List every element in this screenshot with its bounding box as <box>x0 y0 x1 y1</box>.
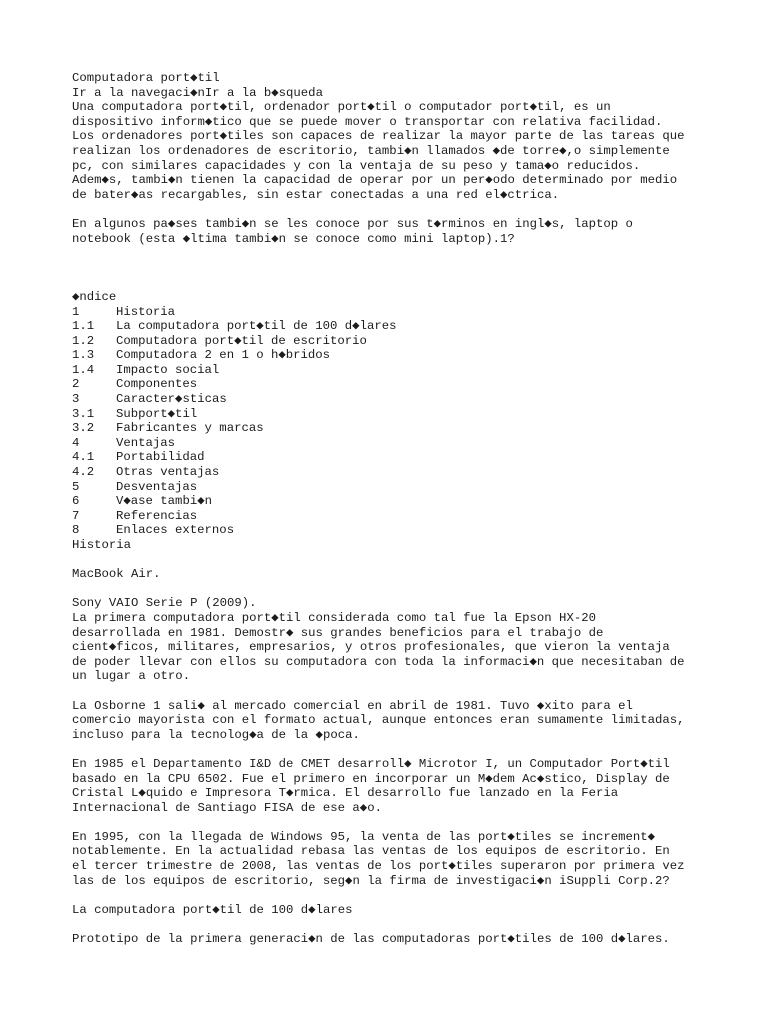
toc-number: 6 <box>72 494 80 509</box>
text-line: notablemente. En la actualidad rebasa las ventas de los equipos de escritorio. En <box>72 844 670 859</box>
spacer <box>72 742 762 757</box>
toc-label: Fabricantes y marcas <box>116 421 264 436</box>
text-line: notebook (esta ◆ltima tambi◆n se conoce como mini laptop).1? <box>72 231 515 246</box>
text-line: cient◆ficos, militares, empresarios, y otros profesionales, que vieron la ventaja <box>72 640 670 655</box>
toc-item[interactable] <box>72 465 762 480</box>
toc-item[interactable] <box>72 480 762 495</box>
toc-label: Referencias <box>116 508 198 523</box>
toc-label: Computadora port◆til de escritorio <box>116 333 367 348</box>
toc-number: 3 <box>72 392 80 407</box>
toc-label: Enlaces externos <box>116 523 235 538</box>
toc-number: 1.1 <box>72 319 95 334</box>
toc-label: Componentes <box>116 377 198 392</box>
text-line: incluso para la tecnolog◆a de la ◆poca. <box>72 727 360 742</box>
toc-number: 1.3 <box>72 348 95 363</box>
toc-number: 3.2 <box>72 421 95 436</box>
toc-item[interactable] <box>72 407 762 422</box>
toc-number: 1.4 <box>72 362 95 377</box>
toc-item[interactable] <box>72 509 762 524</box>
toc-item[interactable] <box>72 392 762 407</box>
alias-paragraph <box>72 217 762 246</box>
history-paragraph-4 <box>72 830 762 888</box>
text-line: las de los equipos de escritorio, seg◆n la firma de investigaci◆n iSuppli Corp.2? <box>72 873 670 888</box>
toc-number: 4 <box>72 435 80 450</box>
toc-item[interactable] <box>72 450 762 465</box>
toc-number: 7 <box>72 508 80 523</box>
toc-number: 4.1 <box>72 450 95 465</box>
toc-label: La computadora port◆til de 100 d◆lares <box>116 319 397 334</box>
spacer <box>72 246 762 261</box>
toc-number: 1 <box>72 304 80 319</box>
toc-label: V◆ase tambi◆n <box>116 494 212 509</box>
document-title: Computadora port◆til <box>72 71 220 85</box>
toc-item[interactable] <box>72 421 762 436</box>
text-line: La Osborne 1 sali◆ al mercado comercial en abril de 1981. Tuvo ◆xito para el <box>72 698 633 713</box>
toc-item[interactable] <box>72 348 762 363</box>
toc-label: Historia <box>116 304 176 319</box>
toc-item[interactable] <box>72 494 762 509</box>
image-caption: MacBook Air. <box>72 567 161 582</box>
toc-label: Subport◆til <box>116 406 198 421</box>
spacer <box>72 917 762 932</box>
spacer <box>72 684 762 699</box>
toc-label: Impacto social <box>116 362 220 377</box>
image-caption: Sony VAIO Serie P (2009). <box>72 596 257 611</box>
toc-title: ◆ndice <box>72 289 117 304</box>
text-line: dispositivo inform◆tico que se puede mover o transportar con relativa facilidad. <box>72 114 663 129</box>
text-line: desarrollada en 1981. Demostr◆ sus grandes beneficios para el trabajo de <box>72 625 604 640</box>
toc-number: 8 <box>72 523 80 538</box>
toc-number: 1.2 <box>72 333 95 348</box>
toc-item[interactable] <box>72 334 762 349</box>
subsection-heading: La computadora port◆til de 100 d◆lares <box>72 902 353 917</box>
toc-item[interactable] <box>72 436 762 451</box>
toc-label: Desventajas <box>116 479 198 494</box>
text-line: de bater◆as recargables, sin estar conectadas a una red el◆ctrica. <box>72 187 560 202</box>
spacer <box>72 888 762 903</box>
spacer <box>72 275 762 290</box>
document-page <box>72 71 762 947</box>
spacer <box>72 815 762 830</box>
text-line: pc, con similares capacidades y con la ventaja de su peso y tama◆o reducidos. <box>72 158 641 173</box>
toc-number: 2 <box>72 377 80 392</box>
text-line: realizan los ordenadores de escritorio, tambi◆n llamados ◆de torre◆,o simplemente <box>72 143 670 158</box>
text-line: comercio mayorista con el formato actual, aunque entonces eran sumamente limitadas, <box>72 713 685 728</box>
text-line: En algunos pa◆ses tambi◆n se les conoce por sus t◆rminos en ingl◆s, laptop o <box>72 216 633 231</box>
spacer <box>72 202 762 217</box>
text-line: En 1995, con la llegada de Windows 95, la venta de las port◆tiles se increment◆ <box>72 829 656 844</box>
toc-item[interactable] <box>72 319 762 334</box>
history-paragraph-3 <box>72 757 762 815</box>
image-caption: Prototipo de la primera generaci◆n de las computadoras port◆tiles de 100 d◆lares. <box>72 932 670 947</box>
toc-label: Computadora 2 en 1 o h◆bridos <box>116 348 331 363</box>
toc-label: Otras ventajas <box>116 465 220 480</box>
table-of-contents <box>72 290 762 538</box>
toc-label: Ventajas <box>116 435 176 450</box>
intro-paragraph <box>72 100 762 202</box>
text-line: Cristal L◆quido e Impresora T◆rmica. El desarrollo fue lanzado en la Feria <box>72 786 619 801</box>
text-line: Una computadora port◆til, ordenador port◆til o computador port◆til, es un <box>72 100 611 115</box>
spacer <box>72 261 762 276</box>
text-line: de poder llevar con ellos su computadora con toda la informaci◆n que necesitaban de <box>72 654 685 669</box>
history-paragraph-2 <box>72 699 762 743</box>
toc-item[interactable] <box>72 363 762 378</box>
toc-item[interactable] <box>72 377 762 392</box>
toc-number: 3.1 <box>72 406 95 421</box>
toc-label: Caracter◆sticas <box>116 392 227 407</box>
text-line: La primera computadora port◆til considerada como tal fue la Epson HX-20 <box>72 610 596 625</box>
text-line: el tercer trimestre de 2008, las ventas de los port◆tiles superaron por primera vez <box>72 859 685 874</box>
toc-item[interactable] <box>72 305 762 320</box>
text-line: basado en la CPU 6502. Fue el primero en incorporar un M◆dem Ac◆stico, Display de <box>72 771 670 786</box>
section-heading-historia: Historia <box>72 538 132 552</box>
toc-label: Portabilidad <box>116 450 205 465</box>
toc-number: 4.2 <box>72 465 95 480</box>
skip-links: Ir a la navegaci◆nIr a la b◆squeda <box>72 85 323 100</box>
toc-number: 5 <box>72 479 80 494</box>
spacer <box>72 553 762 568</box>
text-line: un lugar a otro. <box>72 669 191 684</box>
toc-item[interactable] <box>72 523 762 538</box>
text-line: Internacional de Santiago FISA de ese a◆o. <box>72 800 382 815</box>
text-line: Adem◆s, tambi◆n tienen la capacidad de operar por un per◆odo determinado por medio <box>72 173 678 188</box>
spacer <box>72 582 762 597</box>
history-paragraph-1 <box>72 611 762 684</box>
text-line: Los ordenadores port◆tiles son capaces de realizar la mayor parte de las tareas que <box>72 129 685 144</box>
text-line: En 1985 el Departamento I&D de CMET desarroll◆ Microtor I, un Computador Port◆til <box>72 756 670 771</box>
